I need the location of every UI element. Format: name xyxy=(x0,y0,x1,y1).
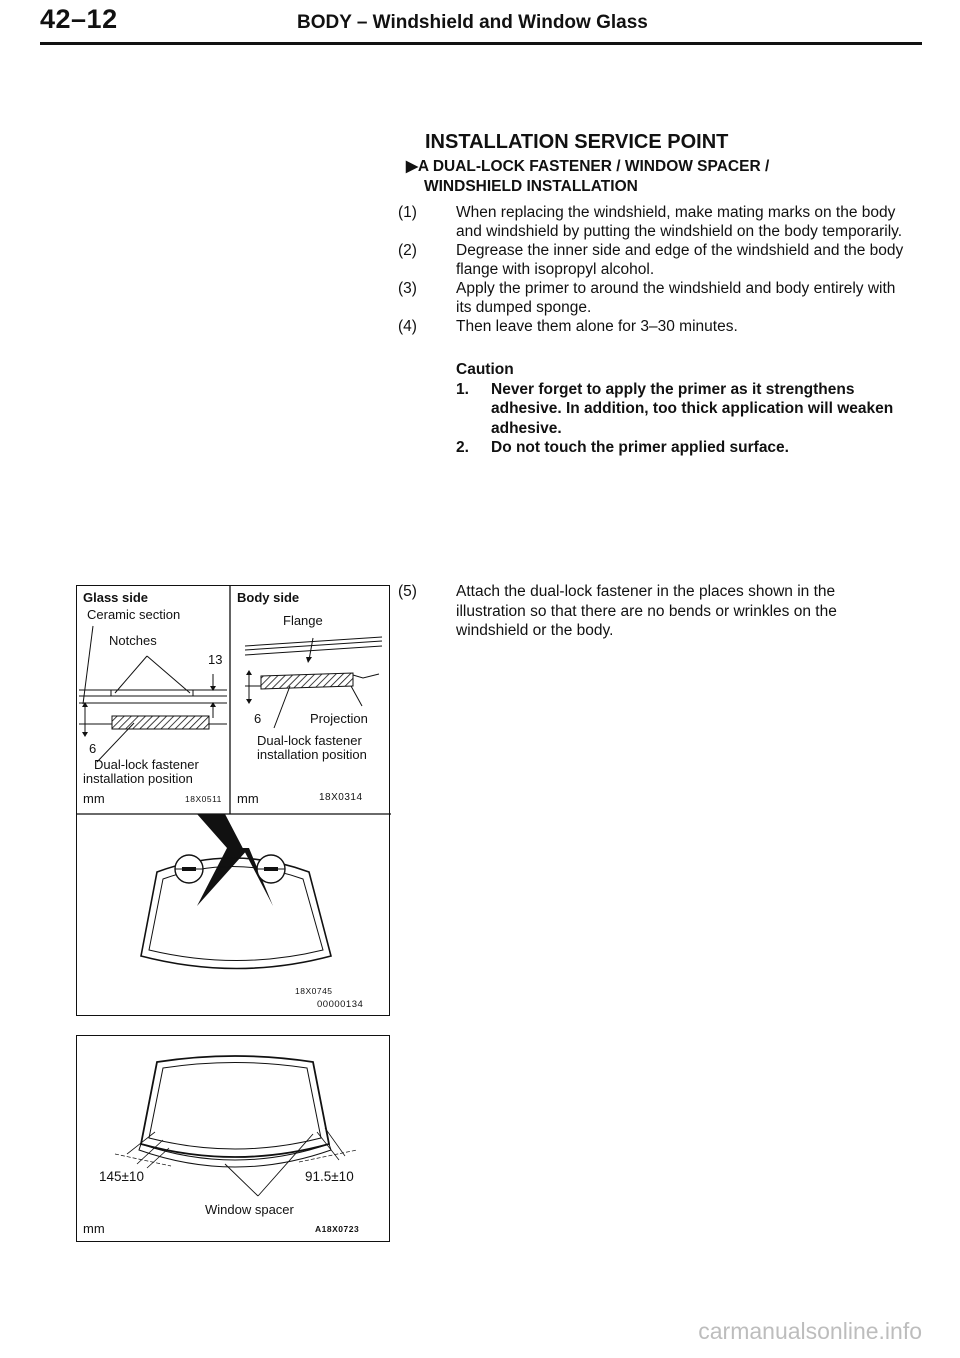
body-fastener-label-1: Dual-lock fastener xyxy=(257,733,362,748)
window-spacer-label: Window spacer xyxy=(205,1202,294,1217)
body-dim-6: 6 xyxy=(254,711,262,726)
step-4: (4) Then leave them alone for 3–30 minutes. xyxy=(398,318,738,335)
body-figure-code: 18X0314 xyxy=(319,792,363,803)
spacer-figure-code: A18X0723 xyxy=(315,1224,360,1234)
header-rule xyxy=(40,42,922,45)
body-side-heading: Body side xyxy=(237,590,300,605)
projection-label: Projection xyxy=(310,711,368,726)
figure-id-code: 00000134 xyxy=(317,999,364,1010)
procedure-steps xyxy=(398,203,904,336)
spacer-unit-label: mm xyxy=(83,1221,105,1236)
caution-block xyxy=(456,360,906,458)
caution-item-1: 1. Never forget to apply the primer as it strengthens adhesive. In addition, too thick application will weaken adhesive. xyxy=(456,380,894,437)
flange-label: Flange xyxy=(283,613,323,628)
windshield-figure-code: 18X0745 xyxy=(295,986,333,996)
glass-dim-6: 6 xyxy=(89,741,97,756)
right-spacer-dimension: 91.5±10 xyxy=(305,1169,354,1184)
ceramic-section-label: Ceramic section xyxy=(87,607,181,622)
glass-side-heading: Glass side xyxy=(83,590,149,605)
body-unit-label: mm xyxy=(237,791,259,806)
body-fastener-label-2: installation position xyxy=(257,747,367,762)
fastener-figure xyxy=(76,585,390,1016)
left-spacer-dimension: 145±10 xyxy=(99,1169,144,1184)
subtitle-line-1: A DUAL-LOCK FASTENER / WINDOW SPACER / xyxy=(417,158,770,175)
window-spacer-figure xyxy=(76,1035,390,1242)
subtitle-line-2: WINDSHIELD INSTALLATION xyxy=(424,178,638,195)
glass-unit-label: mm xyxy=(83,791,105,806)
page-number: 42–12 xyxy=(40,4,118,34)
step-1: (1) When replacing the windshield, make mating marks on the body and windshield by putting the windshield on the body temporarily. xyxy=(398,204,903,240)
notches-label: Notches xyxy=(109,633,157,648)
reference-arrow-icon: ▶ xyxy=(406,158,418,175)
step-3: (3) Apply the primer to around the windshield and body entirely with its dumped sponge. xyxy=(398,280,896,316)
section-title: INSTALLATION SERVICE POINT xyxy=(425,131,729,153)
glass-figure-code: 18X0511 xyxy=(185,794,222,804)
caution-item-2: 2. Do not touch the primer applied surface. xyxy=(456,439,789,456)
step-5: (5) Attach the dual-lock fastener in the places shown in the illustration so that there are no bends or wrinkles on the windshield or the body. xyxy=(398,583,837,639)
glass-dim-13: 13 xyxy=(208,652,223,667)
step-2: (2) Degrease the inner side and edge of the windshield and the body flange with isopropyl alcohol. xyxy=(398,242,904,278)
glass-fastener-label-1: Dual-lock fastener xyxy=(94,757,199,772)
glass-fastener-label-2: installation position xyxy=(83,771,193,786)
page-header-title: BODY – Windshield and Window Glass xyxy=(297,12,648,33)
procedure-subtitle xyxy=(406,157,769,197)
watermark-text: carmanualsonline.info xyxy=(698,1318,922,1344)
caution-label: Caution xyxy=(456,361,514,378)
